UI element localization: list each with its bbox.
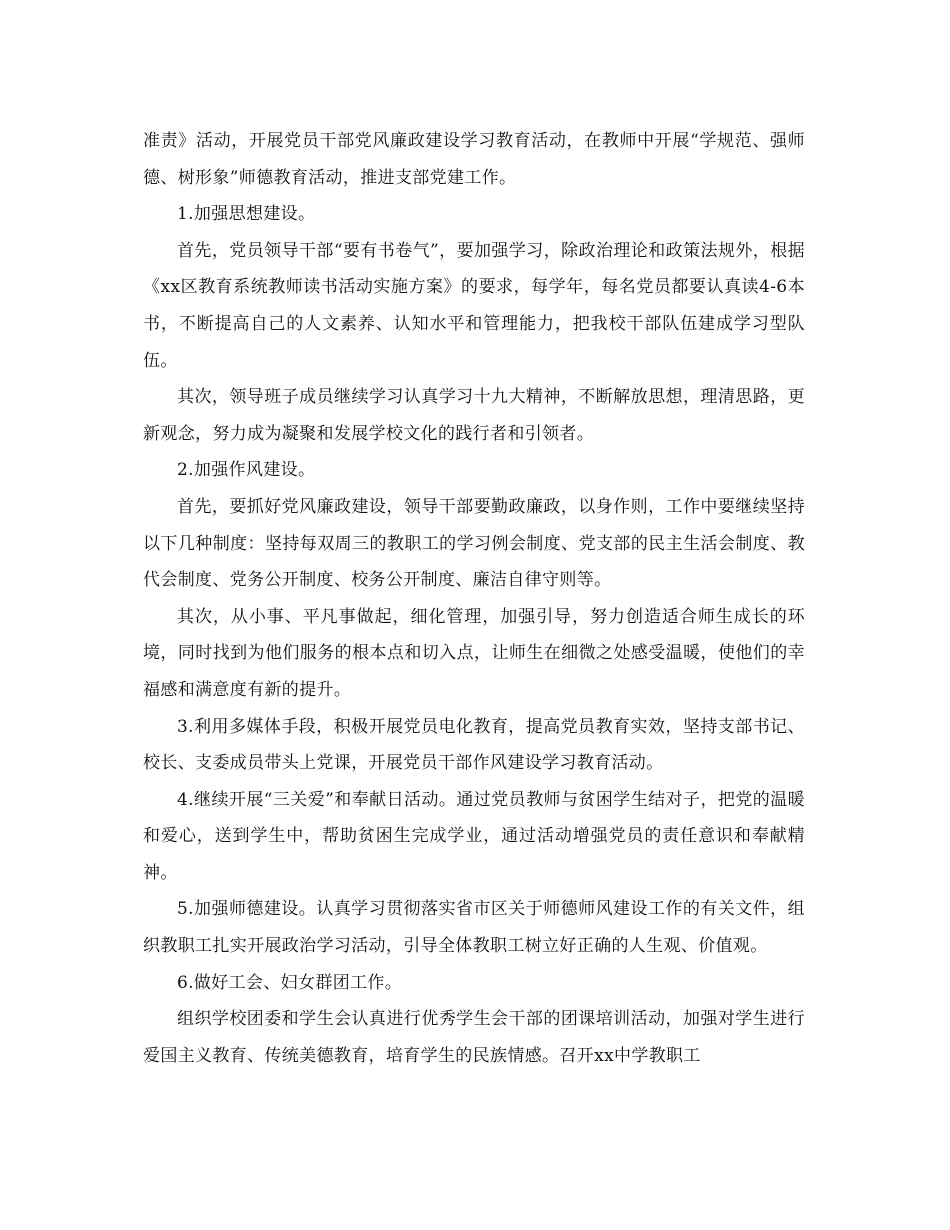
paragraph: 其次，从小事、平凡事做起，细化管理，加强引导，努力创造适合师生成长的环境，同时找到为他们服务的根本点和切入点，让师生在细微之处感受温暖，使他们的幸福感和满意度有新的提升。 (143, 606, 805, 700)
item-5-teacher-ethics: 5.加强师德建设。认真学习贯彻落实省市区关于师德师风建设工作的有关文件，组织教职工扎实开展政治学习活动，引导全体教职工树立好正确的人生观、价值观。 (143, 899, 805, 957)
document-body (143, 123, 805, 1074)
paragraph: 首先，党员领导干部“要有书卷气”，要加强学习，除政治理论和政策法规外，根据《xx区教育系统教师读书活动实施方案》的要求，每学年，每名党员都要认真读4-6本书，不断提高自己的人文素养、认知水平和管理能力，把我校干部队伍建成学习型队伍。 (143, 240, 805, 371)
paragraph: 组织学校团委和学生会认真进行优秀学生会干部的团课培训活动，加强对学生进行爱国主义教育、传统美德教育，培育学生的民族情感。召开xx中学教职工 (143, 1009, 805, 1066)
paragraph-continuation: 准责》活动，开展党员干部党风廉政建设学习教育活动，在教师中开展“学规范、强师德、树形象”师德教育活动，推进支部党建工作。 (143, 131, 805, 188)
paragraph: 首先，要抓好党风廉政建设，领导干部要勤政廉政，以身作则，工作中要继续坚持以下几种制度：坚持每双周三的教职工的学习例会制度、党支部的民主生活会制度、教代会制度、党务公开制度、校务公开制度、廉洁自律守则等。 (143, 496, 805, 591)
item-6-union-work: 6.做好工会、妇女群团工作。 (177, 972, 403, 993)
heading-2-work-style: 2.加强作风建设。 (177, 460, 316, 481)
item-3-multimedia: 3.利用多媒体手段，积极开展党员电化教育，提高党员教育实效，坚持支部书记、校长、支委成员带头上党课，开展党员干部作风建设学习教育活动。 (143, 716, 805, 774)
heading-1-ideology: 1.加强思想建设。 (177, 204, 316, 225)
paragraph: 其次，领导班子成员继续学习认真学习十九大精神，不断解放思想，理清思路，更新观念，努力成为凝聚和发展学校文化的践行者和引领者。 (143, 387, 805, 444)
item-4-three-cares: 4.继续开展“三关爱”和奉献日活动。通过党员教师与贫困学生结对子，把党的温暖和爱心，送到学生中，帮助贫困生完成学业，通过活动增强党员的责任意识和奉献精神。 (143, 789, 805, 883)
